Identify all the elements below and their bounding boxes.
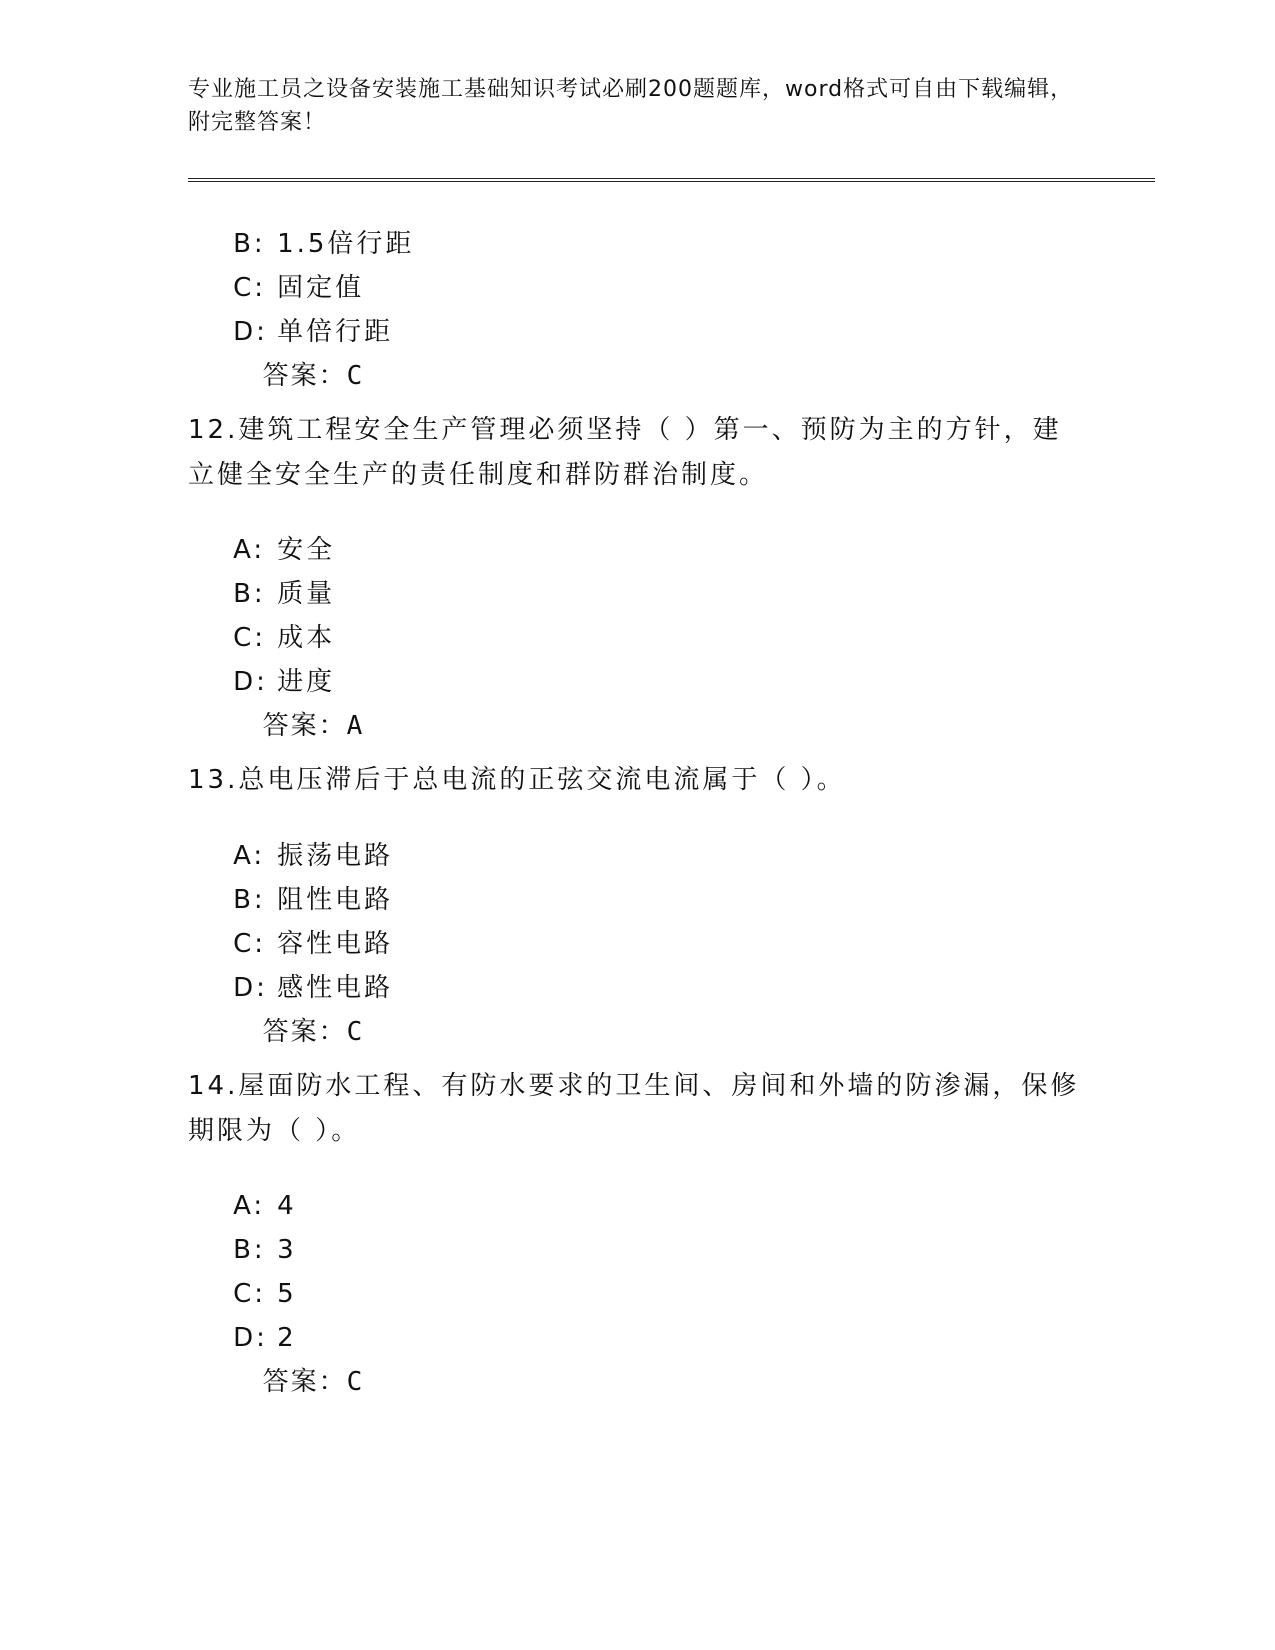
option-label: C: [233,929,266,959]
option-text: 固定值 [277,273,365,303]
document-header-title: 专业施工员之设备安装施工基础知识考试必刷200题题库，word格式可自由下载编辑，附完整答案！ [188,77,1074,135]
option-text: 振荡电路 [277,841,394,871]
option-label: D: [233,317,268,347]
option-label: C: [233,273,266,303]
option-text: 4 [277,1191,297,1221]
option-text: 1.5倍行距 [277,229,415,259]
option-text: 进度 [277,667,336,697]
header-divider [188,178,1155,182]
question-text: 14.屋面防水工程、有防水要求的卫生间、房间和外墙的防渗漏，保修期限为（ ）。 [188,1071,1080,1146]
option-label: D: [233,667,268,697]
question-text: 13.总电压滞后于总电流的正弦交流电流属于（ ）。 [188,765,846,795]
option-text: 安全 [277,535,336,565]
option-label: B: [233,885,266,915]
answer-value: C [346,1367,366,1397]
option-label: B: [233,579,266,609]
option-label: A: [233,535,266,565]
option-label: C: [233,623,266,653]
option-text: 3 [277,1235,297,1265]
option-label: B: [233,229,266,259]
option-text: 成本 [277,623,336,653]
option-text: 单倍行距 [277,317,394,347]
option-text: 5 [277,1279,297,1309]
option-text: 感性电路 [277,973,394,1003]
answer-row [188,1331,365,1433]
answer-value: C [346,361,366,391]
option-label: D: [233,1323,268,1353]
option-text: 阻性电路 [277,885,394,915]
option-label: A: [233,841,266,871]
answer-value: A [346,711,366,741]
answer-label: 答案： [262,711,347,741]
option-text: 容性电路 [277,929,394,959]
answer-label: 答案： [262,1017,347,1047]
option-label: A: [233,1191,266,1221]
answer-value: C [346,1017,366,1047]
option-label: B: [233,1235,266,1265]
question-text: 12.建筑工程安全生产管理必须坚持（ ）第一、预防为主的方针，建立健全安全生产的责任制度和群防群治制度。 [188,415,1062,490]
option-text: 2 [277,1323,297,1353]
answer-label: 答案： [262,1367,347,1397]
option-label: C: [233,1279,266,1309]
option-label: D: [233,973,268,1003]
answer-label: 答案： [262,361,347,391]
option-text: 质量 [277,579,336,609]
